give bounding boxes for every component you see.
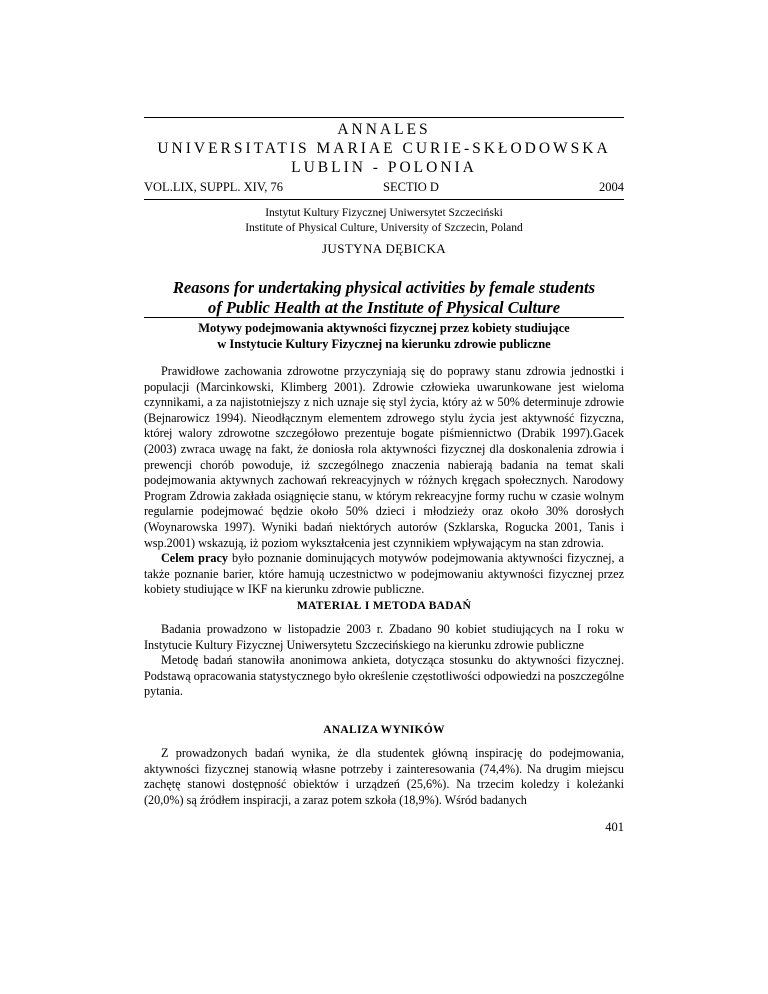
section-label: SECTIO D bbox=[383, 180, 439, 194]
title-rule bbox=[144, 317, 624, 318]
title-en-line1: Reasons for undertaking physical activities by female students bbox=[172, 278, 596, 297]
journal-name-line2: UNIVERSITATIS MARIAE CURIE-SKŁODOWSKA bbox=[157, 140, 611, 157]
introduction-section bbox=[144, 364, 624, 598]
results-paragraph-1: Z prowadzonych badań wynika, że dla studentek główną inspirację do podejmowania, aktywności fizycznej stanowią własne potrzeby i zainteresowania (74,4%). Na drugim miejscu zachętę stanowi dostępność obiektów i urządzeń (25,6%). Na trzecim koledzy i koleżanki (20,0%) są źródłem inspiracji, a zaraz potem szkoła (18,9%). Wśród badanych bbox=[144, 746, 624, 807]
results-section bbox=[144, 746, 624, 808]
results-heading: ANALIZA WYNIKÓW bbox=[323, 724, 445, 736]
page-number: 401 bbox=[605, 820, 624, 834]
title-english bbox=[144, 278, 624, 318]
top-rule bbox=[144, 117, 624, 118]
title-pl-line2: w Instytucie Kultury Fizycznej na kierunku zdrowie publiczne bbox=[217, 336, 551, 351]
aim-bold-label: Celem pracy bbox=[161, 551, 228, 566]
methods-section bbox=[144, 622, 624, 700]
intro-paragraph-1: Prawidłowe zachowania zdrowotne przyczyniają się do poprawy stanu zdrowia jednostki i populacji (Marcinkowski, Klimberg 2001). Zdrowie człowieka uwarunkowane jest wieloma czynnikami, a za najistotniejszy z nich uznaje się styl życia, który aż w 50% determinuje zdrowie (Bejnarowicz 1994). Nieodłącznym elementem zdrowego stylu życia jest aktywność fizyczna, której walory zdrowotne szczegółowo prezentuje bogate piśmiennictwo (Drabik 1997).Gacek (2003) zwraca uwagę na fakt, że doniosła rola aktywności fizycznej dla doskonalenia zdrowia i prewencji chorób powoduje, iż szczególnego znaczenia nabierają badania na temat skali podejmowania aktywnych zachowań rekreacyjnych w różnych kręgach społecznych. Narodowy Program Zdrowia zakłada osiągnięcie stanu, w którym rekreacyjne formy ruchu w czasie wolnym regularnie podejmować będzie około 50% dzieci i młodzieży oraz około 30% dorosłych (Woynarowska 1997). Wyniki badań niektórych autorów (Szklarska, Rogucka 2001, Tanis i wsp.2001) wskazują, iż poziom wykształcenia jest czynnikiem wpływającym na stan zdrowia. bbox=[144, 364, 624, 550]
journal-place-line: LUBLIN - POLONIA bbox=[291, 159, 477, 176]
header-rule bbox=[144, 199, 624, 200]
institute-en: Institute of Physical Culture, University of Szczecin, Poland bbox=[245, 222, 523, 234]
methods-heading: MATERIAŁ I METODA BADAŃ bbox=[296, 600, 472, 612]
intro-paragraph-2 bbox=[144, 551, 624, 598]
title-polish bbox=[144, 321, 624, 352]
title-en-line2: of Public Health at the Institute of Physical Culture bbox=[207, 298, 561, 317]
aim-text: było poznanie dominujących motywów podejmowania aktywności fizycznej, a także poznanie barier, które hamują uczestnictwo w podejmowaniu aktywności fizycznej przez kobiety studiujące w IKF na kierunku zdrowie publiczne. bbox=[144, 551, 624, 597]
methods-paragraph-1: Badania prowadzono w listopadzie 2003 r. Zbadano 90 kobiet studiujących na I roku w Instytucie Kultury Fizycznej Uniwersytetu Szczecińskiego na kierunku zdrowie publiczne bbox=[144, 622, 624, 652]
author-name: JUSTYNA DĘBICKA bbox=[321, 241, 447, 256]
year-label: 2004 bbox=[598, 180, 624, 194]
journal-meta-row bbox=[144, 180, 624, 199]
title-pl-line1: Motywy podejmowania aktywności fizycznej przez kobiety studiujące bbox=[198, 321, 570, 335]
institute-pl: Instytut Kultury Fizycznej Uniwersytet Szczeciński bbox=[265, 207, 503, 219]
methods-paragraph-2: Metodę badań stanowiła anonimowa ankieta, dotycząca stosunku do aktywności fizycznej. Podstawą opracowania statystycznego było określenie częstotliwości odpowiedzi na poszczególne pytania. bbox=[144, 653, 624, 699]
institute-block bbox=[144, 206, 624, 236]
volume-label: VOL.LIX, SUPPL. XIV, 76 bbox=[144, 180, 284, 194]
journal-header bbox=[144, 120, 624, 200]
journal-name-line1: ANNALES bbox=[337, 121, 431, 138]
